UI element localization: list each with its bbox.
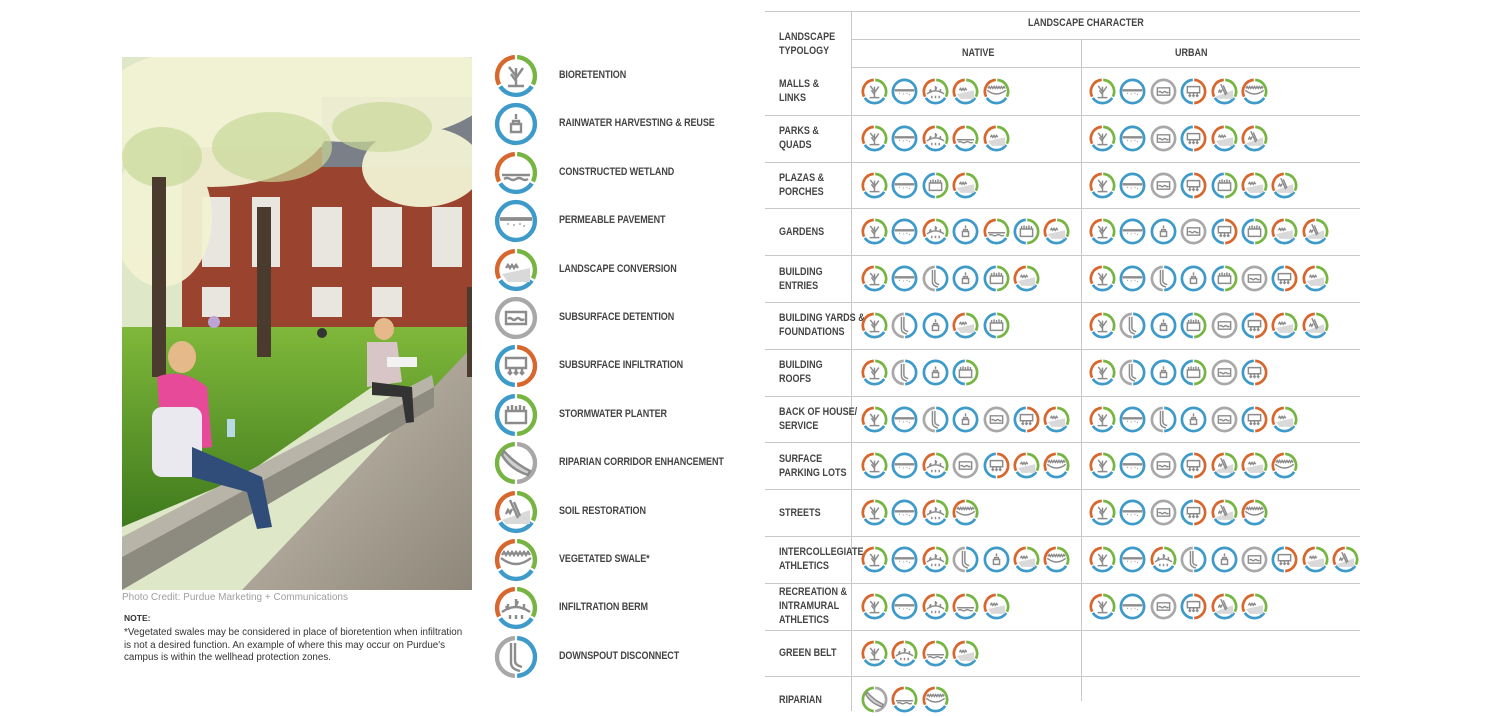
constructed-wetland-icon <box>952 593 979 620</box>
bioretention-icon <box>1089 359 1116 386</box>
row-label: STREETS <box>779 506 821 519</box>
rainwater-harvesting-icon <box>952 265 979 292</box>
row-label: INTERCOLLEGIATE ATHLETICS <box>779 546 864 573</box>
stormwater-planter-icon <box>1241 218 1268 245</box>
row-label: RIPARIAN <box>779 693 822 706</box>
subsurface-infiltration-icon <box>1180 172 1207 199</box>
legend-item-land <box>494 248 724 292</box>
subsurface-detention-icon <box>1211 359 1238 386</box>
downspout-disconnect-icon <box>1119 312 1146 339</box>
rainwater-harvesting-icon <box>952 406 979 433</box>
soil-restoration-icon <box>1211 78 1238 105</box>
subsurface-detention-icon <box>1150 125 1177 152</box>
legend-label: INFILTRATION BERM <box>559 601 648 614</box>
infiltration-berm-icon <box>1150 546 1177 573</box>
legend-label: SUBSURFACE INFILTRATION <box>559 359 684 372</box>
soil-restoration-icon <box>1211 593 1238 620</box>
legend-label: VEGETATED SWALE* <box>559 553 650 565</box>
row-label: GREEN BELT <box>779 647 837 659</box>
rainwater-harvesting-icon <box>983 546 1010 573</box>
bioretention-icon <box>861 312 888 339</box>
permeable-pavement-icon <box>891 218 918 245</box>
bioretention-icon <box>1089 265 1116 292</box>
subsurface-infiltration-icon <box>983 452 1010 479</box>
row-label: MALLS & LINKS <box>779 78 820 105</box>
bioretention-icon <box>1089 499 1116 526</box>
soil-restoration-icon <box>494 490 538 534</box>
legend-label: PERMEABLE PAVEMENT <box>559 214 666 227</box>
landscape-conversion-icon <box>1241 452 1268 479</box>
subsurface-infiltration-icon <box>1180 78 1207 105</box>
subsurface-detention-icon <box>1150 499 1177 526</box>
downspout-disconnect-icon <box>891 312 918 339</box>
constructed-wetland-icon <box>922 640 949 667</box>
row-label: BACK OF HOUSE/ SERVICE <box>779 406 858 432</box>
permeable-pavement-icon <box>1119 78 1146 105</box>
rainwater-harvesting-icon <box>1150 359 1177 386</box>
bioretention-icon <box>861 452 888 479</box>
row-divider <box>765 255 1360 256</box>
constructed-wetland-icon <box>891 686 918 713</box>
row-label: RECREATION & INTRAMURAL ATHLETICS <box>779 586 847 627</box>
bioretention-icon <box>1089 452 1116 479</box>
legend-label: RIPARIAN CORRIDOR ENHANCEMENT <box>559 456 724 469</box>
permeable-pavement-icon <box>1119 499 1146 526</box>
vegetated-swale-icon <box>494 538 538 582</box>
soil-restoration-icon <box>1211 499 1238 526</box>
landscape-conversion-icon <box>1302 546 1329 573</box>
soil-restoration-icon <box>1302 312 1329 339</box>
landscape-conversion-icon <box>952 78 979 105</box>
legend-item-wet <box>494 151 724 195</box>
matrix-label-divider <box>851 11 852 711</box>
rainwater-harvesting-icon <box>1150 218 1177 245</box>
character-header-rule <box>851 39 1360 40</box>
row-divider <box>765 349 1360 350</box>
subsurface-detention-icon <box>983 406 1010 433</box>
constructed-wetland-icon <box>952 125 979 152</box>
permeable-pavement-icon <box>1119 172 1146 199</box>
legend-label: STORMWATER PLANTER <box>559 407 667 420</box>
subsurface-infiltration-icon <box>1241 406 1268 433</box>
subsurface-infiltration-icon <box>1180 499 1207 526</box>
soil-restoration-icon <box>1241 125 1268 152</box>
permeable-pavement-icon <box>891 406 918 433</box>
permeable-pavement-icon <box>1119 452 1146 479</box>
subsurface-detention-icon <box>1211 312 1238 339</box>
riparian-corridor-icon <box>494 441 538 485</box>
infiltration-berm-icon <box>922 499 949 526</box>
permeable-pavement-icon <box>891 499 918 526</box>
subsurface-detention-icon <box>1241 265 1268 292</box>
legend-item-plnt <box>494 393 724 437</box>
row-label: PARKS & QUADS <box>779 125 819 152</box>
row-divider <box>765 302 1360 303</box>
row-label: BUILDING ROOFS <box>779 359 823 386</box>
legend-item-rip <box>494 441 724 485</box>
legend-label: SOIL RESTORATION <box>559 504 646 517</box>
subsurface-detention-icon <box>1150 452 1177 479</box>
stormwater-planter-icon <box>1180 359 1207 386</box>
rainwater-harvesting-icon <box>1150 312 1177 339</box>
landscape-conversion-icon <box>983 125 1010 152</box>
legend-label: BIORETENTION <box>559 69 627 81</box>
bioretention-icon <box>1089 406 1116 433</box>
vegetated-swale-icon <box>1241 78 1268 105</box>
legend-item-berm <box>494 586 724 630</box>
legend-label: RAINWATER HARVESTING & REUSE <box>559 117 715 130</box>
legend-item-soil <box>494 490 724 534</box>
permeable-pavement-icon <box>1119 218 1146 245</box>
rainwater-harvesting-icon <box>1180 265 1207 292</box>
infiltration-berm-icon <box>891 640 918 667</box>
downspout-disconnect-icon <box>1180 546 1207 573</box>
permeable-pavement-icon <box>891 593 918 620</box>
bioretention-icon <box>1089 78 1116 105</box>
landscape-conversion-icon <box>1013 452 1040 479</box>
subsurface-infiltration-icon <box>1013 406 1040 433</box>
constructed-wetland-icon <box>983 218 1010 245</box>
vegetated-swale-icon <box>922 686 949 713</box>
row-divider <box>765 442 1360 443</box>
permeable-pavement-icon <box>891 125 918 152</box>
landscape-conversion-icon <box>1241 593 1268 620</box>
bioretention-icon <box>861 593 888 620</box>
vegetated-swale-icon <box>983 78 1010 105</box>
rainwater-harvesting-icon <box>1180 406 1207 433</box>
subsurface-infiltration-icon <box>1211 218 1238 245</box>
constructed-wetland-icon <box>494 151 538 195</box>
legend-item-rain <box>494 102 724 146</box>
row-divider <box>765 676 1360 677</box>
rainwater-harvesting-icon <box>494 102 538 146</box>
vegetated-swale-icon <box>1241 499 1268 526</box>
note-title: NOTE: <box>124 613 151 623</box>
typology-header: LANDSCAPE TYPOLOGY <box>779 31 836 57</box>
stormwater-planter-icon <box>983 265 1010 292</box>
infiltration-berm-icon <box>922 78 949 105</box>
subsurface-infiltration-icon <box>1180 125 1207 152</box>
row-label: SURFACE PARKING LOTS <box>779 452 847 479</box>
legend-label: SUBSURFACE DETENTION <box>559 311 675 323</box>
downspout-disconnect-icon <box>1150 406 1177 433</box>
row-divider <box>765 489 1360 490</box>
row-divider <box>765 162 1360 163</box>
bioretention-icon <box>1089 125 1116 152</box>
subsurface-infiltration-icon <box>1271 546 1298 573</box>
stormwater-planter-icon <box>983 312 1010 339</box>
soil-restoration-icon <box>1211 452 1238 479</box>
infiltration-berm-icon <box>922 125 949 152</box>
rainwater-harvesting-icon <box>922 359 949 386</box>
permeable-pavement-icon <box>891 546 918 573</box>
downspout-disconnect-icon <box>922 265 949 292</box>
bioretention-icon <box>861 125 888 152</box>
urban-header: URBAN <box>1175 47 1208 59</box>
row-divider <box>765 115 1360 116</box>
landscape-conversion-icon <box>1013 265 1040 292</box>
row-label: PLAZAS & PORCHES <box>779 172 825 198</box>
legend-item-down <box>494 635 724 679</box>
rainwater-harvesting-icon <box>922 312 949 339</box>
landscape-conversion-icon <box>494 248 538 292</box>
stormwater-planter-icon <box>1180 312 1207 339</box>
bioretention-icon <box>861 265 888 292</box>
bioretention-icon <box>861 640 888 667</box>
stormwater-planter-icon <box>1211 172 1238 199</box>
subsurface-infiltration-icon <box>1241 312 1268 339</box>
bioretention-icon <box>861 218 888 245</box>
landscape-conversion-icon <box>1043 218 1070 245</box>
bioretention-icon <box>861 172 888 199</box>
landscape-conversion-icon <box>1302 265 1329 292</box>
permeable-pavement-icon <box>891 265 918 292</box>
bioretention-icon <box>861 406 888 433</box>
permeable-pavement-icon <box>1119 265 1146 292</box>
landscape-conversion-icon <box>1241 172 1268 199</box>
landscape-conversion-icon <box>1271 406 1298 433</box>
stormwater-planter-icon <box>1211 265 1238 292</box>
permeable-pavement-icon <box>494 199 538 243</box>
note-text: *Vegetated swales may be considered in place of bioretention when infiltration is not a desired function. An example of where this may occur on Purdue's campus is within the wellhead protection zones. <box>124 627 463 663</box>
column-header-rule <box>851 67 1360 68</box>
downspout-disconnect-icon <box>891 359 918 386</box>
bioretention-icon <box>1089 593 1116 620</box>
downspout-disconnect-icon <box>494 635 538 679</box>
subsurface-infiltration-icon <box>1241 359 1268 386</box>
permeable-pavement-icon <box>1119 125 1146 152</box>
subsurface-detention-icon <box>1150 172 1177 199</box>
soil-restoration-icon <box>1332 546 1359 573</box>
native-header: NATIVE <box>962 47 995 59</box>
bioretention-icon <box>861 359 888 386</box>
row-divider <box>765 208 1360 209</box>
landscape-conversion-icon <box>952 312 979 339</box>
bioretention-icon <box>861 546 888 573</box>
riparian-corridor-icon <box>861 686 888 713</box>
permeable-pavement-icon <box>891 452 918 479</box>
stormwater-planter-icon <box>922 172 949 199</box>
infiltration-berm-icon <box>922 593 949 620</box>
legend-item-bio <box>494 54 724 98</box>
bioretention-icon <box>1089 312 1116 339</box>
downspout-disconnect-icon <box>952 546 979 573</box>
subsurface-infiltration-icon <box>494 344 538 388</box>
downspout-disconnect-icon <box>1150 265 1177 292</box>
subsurface-infiltration-icon <box>1271 265 1298 292</box>
permeable-pavement-icon <box>1119 406 1146 433</box>
subsurface-infiltration-icon <box>1180 452 1207 479</box>
row-label: BUILDING ENTRIES <box>779 265 823 292</box>
subsurface-detention-icon <box>1150 593 1177 620</box>
legend-label: CONSTRUCTED WETLAND <box>559 165 675 178</box>
subsurface-detention-icon <box>1241 546 1268 573</box>
subsurface-detention-icon <box>1180 218 1207 245</box>
row-divider <box>765 536 1360 537</box>
bioretention-icon <box>861 78 888 105</box>
vegetated-swale-icon <box>952 499 979 526</box>
row-label: BUILDING YARDS & FOUNDATIONS <box>779 312 865 339</box>
legend-label: DOWNSPOUT DISCONNECT <box>559 649 680 662</box>
row-divider <box>765 630 1360 631</box>
vegetated-swale-icon <box>1043 546 1070 573</box>
campus-photo <box>122 57 472 590</box>
downspout-disconnect-icon <box>922 406 949 433</box>
bioretention-icon <box>1089 546 1116 573</box>
legend-item-perm <box>494 199 724 243</box>
legend-label: LANDSCAPE CONVERSION <box>559 262 677 275</box>
legend-item-subd <box>494 296 724 340</box>
subsurface-detention-icon <box>1211 406 1238 433</box>
row-divider <box>765 396 1360 397</box>
soil-restoration-icon <box>1271 172 1298 199</box>
infiltration-berm-icon <box>922 546 949 573</box>
landscape-conversion-icon <box>1211 125 1238 152</box>
stormwater-planter-icon <box>494 393 538 437</box>
landscape-conversion-icon <box>952 640 979 667</box>
landscape-conversion-icon <box>1271 312 1298 339</box>
soil-restoration-icon <box>1302 218 1329 245</box>
bioretention-icon <box>1089 218 1116 245</box>
permeable-pavement-icon <box>1119 593 1146 620</box>
photo-illustration <box>122 57 472 590</box>
infiltration-berm-icon <box>494 586 538 630</box>
bioretention-icon <box>861 499 888 526</box>
subsurface-detention-icon <box>1150 78 1177 105</box>
rainwater-harvesting-icon <box>1211 546 1238 573</box>
downspout-disconnect-icon <box>1119 359 1146 386</box>
matrix-top-rule <box>765 11 1360 12</box>
landscape-conversion-icon <box>952 172 979 199</box>
stormwater-planter-icon <box>952 359 979 386</box>
permeable-pavement-icon <box>891 78 918 105</box>
landscape-conversion-icon <box>1043 406 1070 433</box>
row-divider <box>765 583 1360 584</box>
infiltration-berm-icon <box>922 218 949 245</box>
vegetated-swale-icon <box>1271 452 1298 479</box>
infiltration-berm-icon <box>922 452 949 479</box>
bioretention-icon <box>1089 172 1116 199</box>
photo-credit: Photo Credit: Purdue Marketing + Communications <box>122 592 348 603</box>
subsurface-detention-icon <box>494 296 538 340</box>
character-header: LANDSCAPE CHARACTER <box>1028 17 1144 29</box>
landscape-conversion-icon <box>983 593 1010 620</box>
permeable-pavement-icon <box>891 172 918 199</box>
legend-item-subi <box>494 344 724 388</box>
landscape-conversion-icon <box>1013 546 1040 573</box>
rainwater-harvesting-icon <box>952 218 979 245</box>
subsurface-infiltration-icon <box>1180 593 1207 620</box>
vegetated-swale-icon <box>1043 452 1070 479</box>
bioretention-icon <box>494 54 538 98</box>
native-urban-divider <box>1081 39 1082 701</box>
landscape-conversion-icon <box>1271 218 1298 245</box>
legend-item-swal <box>494 538 724 582</box>
row-label: GARDENS <box>779 225 825 238</box>
subsurface-detention-icon <box>952 452 979 479</box>
stormwater-planter-icon <box>1013 218 1040 245</box>
permeable-pavement-icon <box>1119 546 1146 573</box>
